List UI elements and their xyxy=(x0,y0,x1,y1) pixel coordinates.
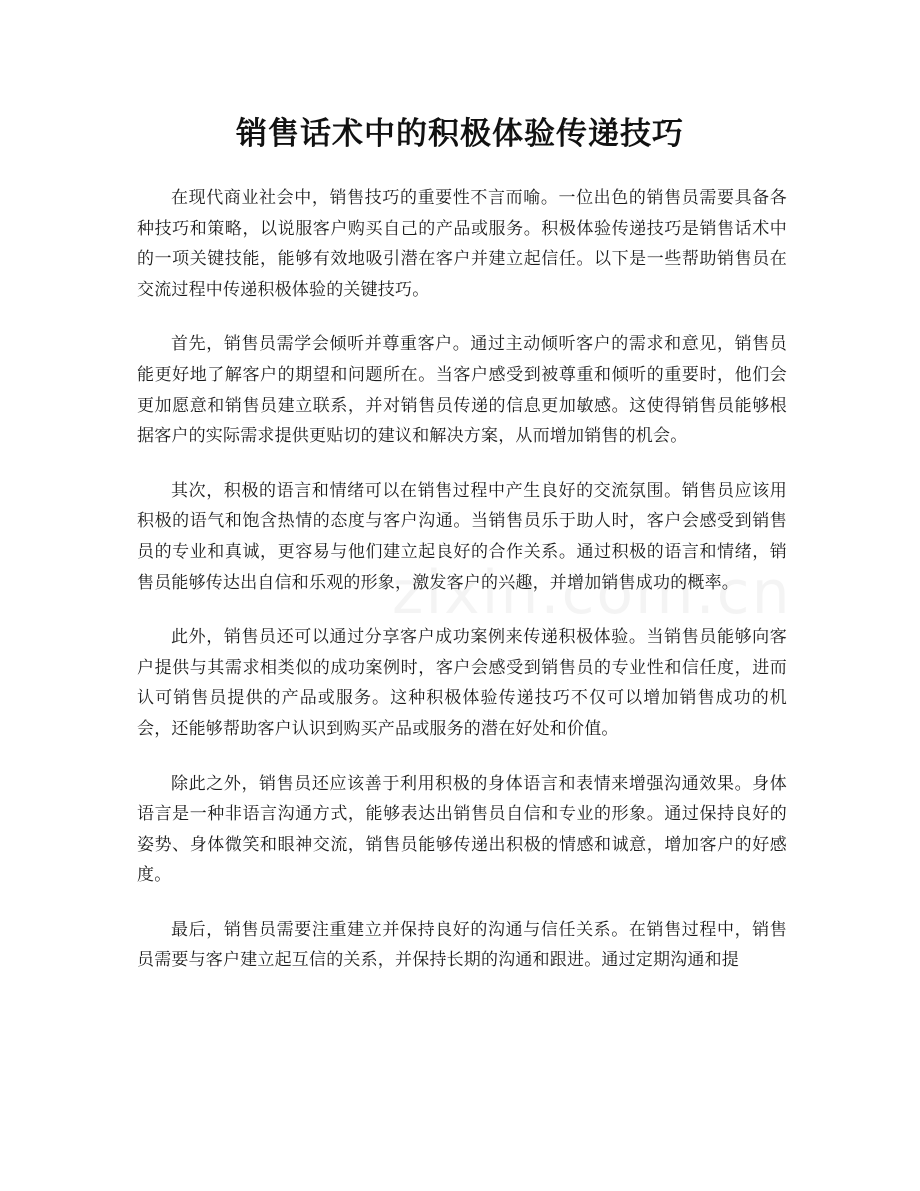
paragraph-body-language: 除此之外，销售员还应该善于利用积极的身体语言和表情来增强沟通效果。身体语言是一种非语言沟通方式，能够表达出销售员自信和专业的形象。通过保持良好的姿势、身体微笑和眼神交流，销售员能够传递出积极的情感和诚意，增加客户的好感度。 xyxy=(137,773,787,886)
document-title: 销售话术中的积极体验传递技巧 xyxy=(236,116,684,152)
paragraph-trust: 最后，销售员需要注重建立并保持良好的沟通与信任关系。在销售过程中，销售员需要与客户建立起互信的关系，并保持长期的沟通和跟进。通过定期沟通和提 xyxy=(137,919,787,971)
document-body xyxy=(137,183,787,1000)
paragraph-intro: 在现代商业社会中，销售技巧的重要性不言而喻。一位出色的销售员需要具备各种技巧和策略，以说服客户购买自己的产品或服务。积极体验传递技巧是销售话术中的一项关键技能，能够有效地吸引潜在客户并建立起信任。以下是一些帮助销售员在交流过程中传递积极体验的关键技巧。 xyxy=(137,188,787,300)
paragraph-success-cases: 此外，销售员还可以通过分享客户成功案例来传递积极体验。当销售员能够向客户提供与其需求相类似的成功案例时，客户会感受到销售员的专业性和信任度，进而认可销售员提供的产品或服务。这种积极体验传递技巧不仅可以增加销售成功的机会，还能够帮助客户认识到购买产品或服务的潜在好处和价值。 xyxy=(137,627,787,739)
paragraph-listening: 首先，销售员需学会倾听并尊重客户。通过主动倾听客户的需求和意见，销售员能更好地了解客户的期望和问题所在。当客户感受到被尊重和倾听的重要时，他们会更加愿意和销售员建立联系，并对销售员传递的信息更加敏感。这使得销售员能够根据客户的实际需求提供更贴切的建议和解决方案，从而增加销售的机会。 xyxy=(137,334,787,447)
paragraph-positive-language: 其次，积极的语言和情绪可以在销售过程中产生良好的交流氛围。销售员应该用积极的语气和饱含热情的态度与客户沟通。当销售员乐于助人时，客户会感受到销售员的专业和真诚，更容易与他们建立起良好的合作关系。通过积极的语言和情绪，销售员能够传达出自信和乐观的形象，激发客户的兴趣，并增加销售成功的概率。 xyxy=(137,480,787,593)
